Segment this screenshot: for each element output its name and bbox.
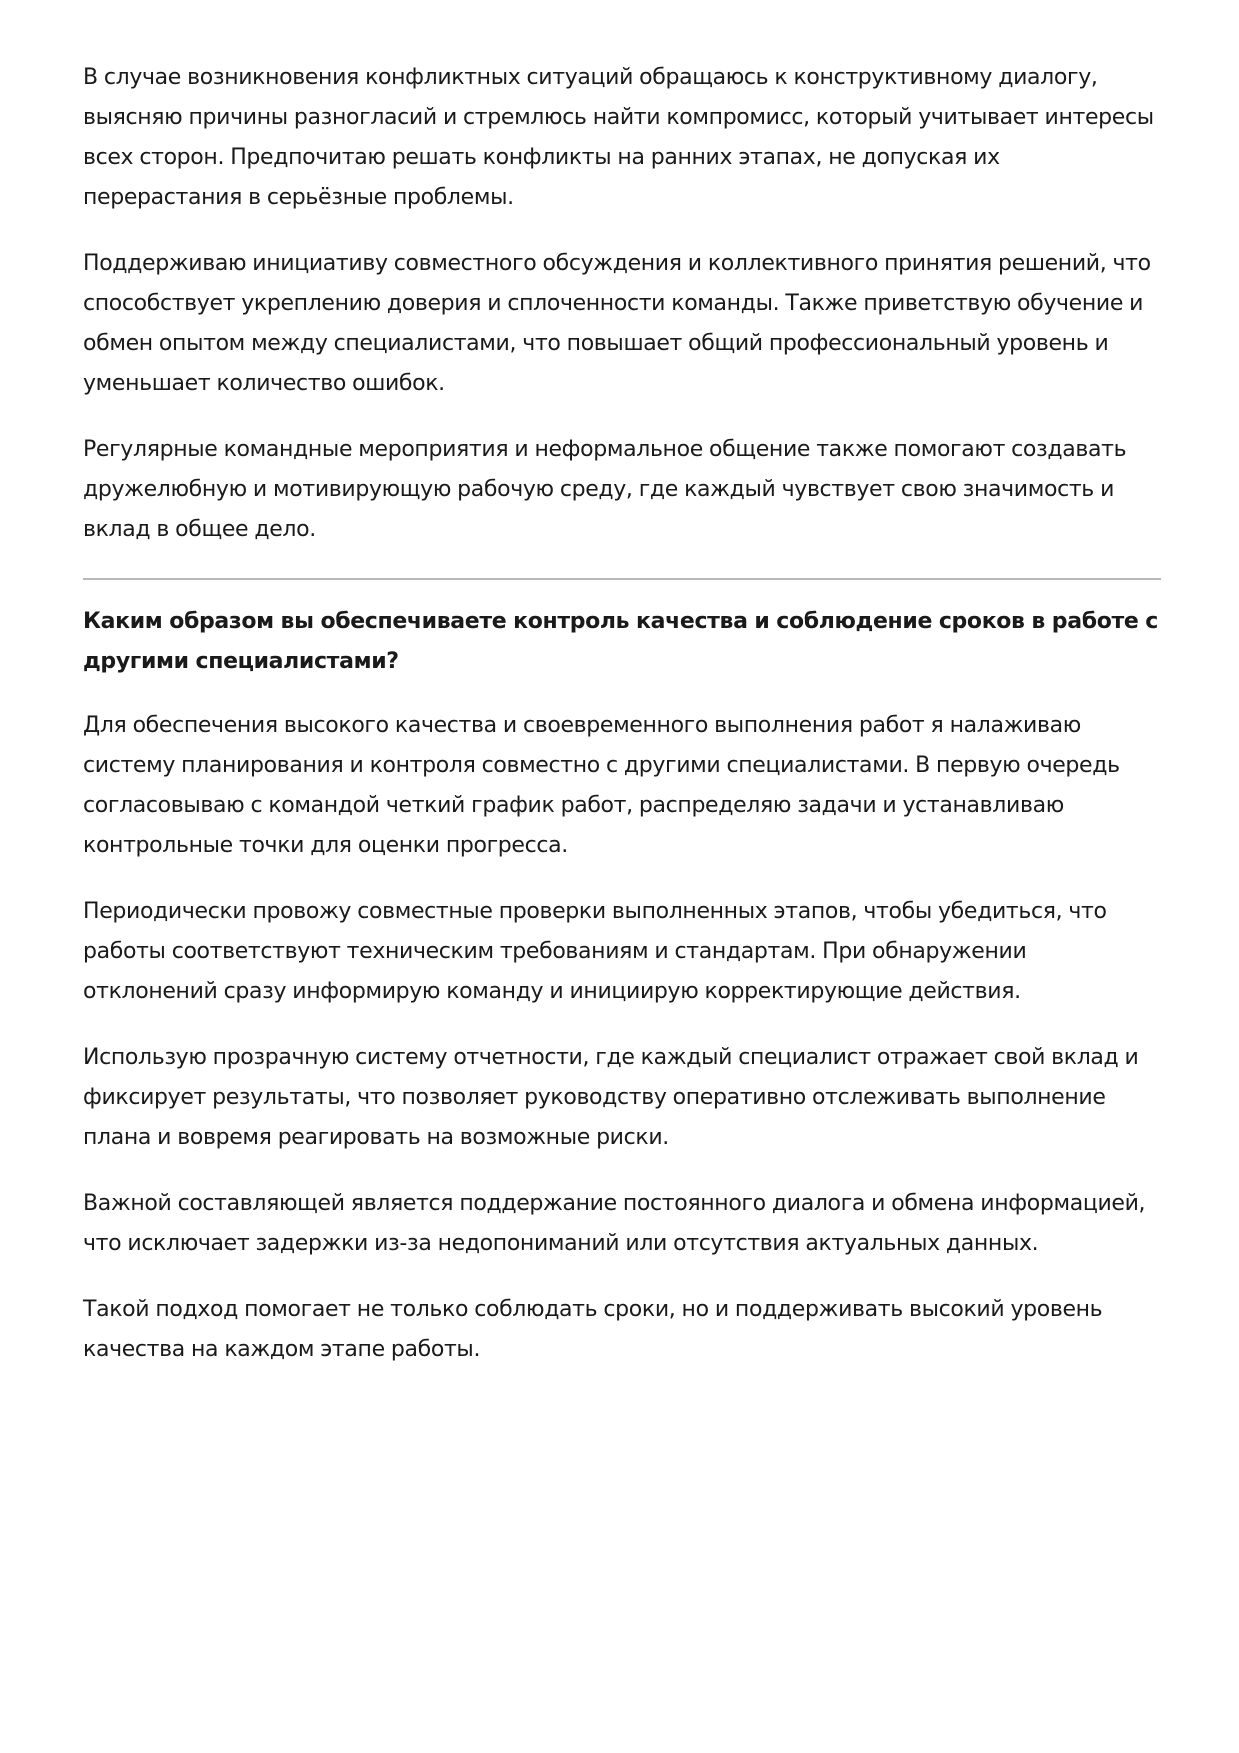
paragraph-joint-checks: Периодически провожу совместные проверки выполненных этапов, чтобы убедиться, что работы соответствуют техническим требованиям и стандартам. При обнаружении отклонений сразу информирую команду и инициирую корректирующие действия. [83, 899, 1107, 1004]
paragraph-planning-control: Для обеспечения высокого качества и своевременного выполнения работ я налаживаю систему планирования и контроля совместно с другими специалистами. В первую очередь согласовываю с командой четкий график работ, распределяю задачи и устанавливаю контрольные точки для оценки прогресса. [83, 713, 1120, 858]
paragraph-team-collaboration: Поддерживаю инициативу совместного обсуждения и коллективного принятия решений, что способствует укреплению доверия и сплоченности команды. Также приветствую обучение и обмен опытом между специалистами, что повышает общий профессиональный уровень и уменьшает количество ошибок. [83, 251, 1151, 396]
document-page [83, 58, 1161, 1396]
question-heading: Каким образом вы обеспечиваете контроль качества и соблюдение сроков в работе с другими специалистами? [83, 609, 1158, 674]
section-divider [83, 578, 1161, 580]
paragraph-communication: Важной составляющей является поддержание постоянного диалога и обмена информацией, что исключает задержки из-за недопониманий или отсутствия актуальных данных. [83, 1191, 1146, 1256]
paragraph-conclusion: Такой подход помогает не только соблюдать сроки, но и поддерживать высокий уровень качества на каждом этапе работы. [83, 1297, 1103, 1362]
paragraph-reporting-system: Использую прозрачную систему отчетности, где каждый специалист отражает свой вклад и фиксирует результаты, что позволяет руководству оперативно отслеживать выполнение плана и вовремя реагировать на возможные риски. [83, 1045, 1139, 1150]
paragraph-conflict-resolution: В случае возникновения конфликтных ситуаций обращаюсь к конструктивному диалогу, выясняю причины разногласий и стремлюсь найти компромисс, который учитывает интересы всех сторон. Предпочитаю решать конфликты на ранних этапах, не допуская их перерастания в серьёзные проблемы. [83, 65, 1154, 210]
paragraph-team-events: Регулярные командные мероприятия и неформальное общение также помогают создавать дружелюбную и мотивирующую рабочую среду, где каждый чувствует свою значимость и вклад в общее дело. [83, 437, 1127, 542]
